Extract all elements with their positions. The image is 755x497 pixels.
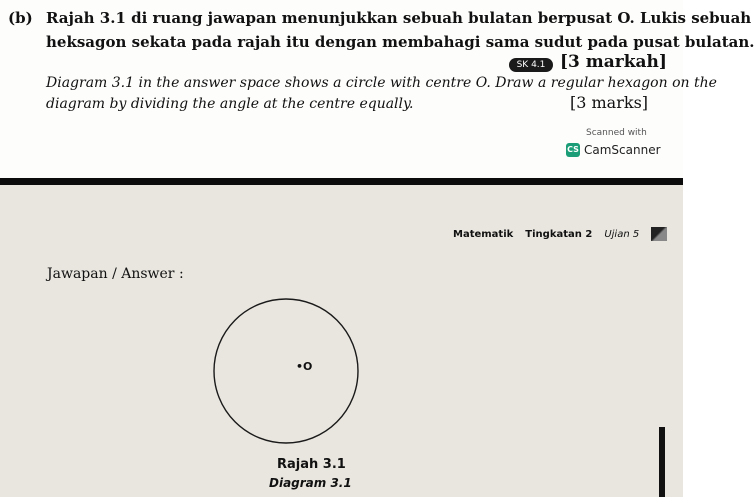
skill-badge: SK 4.1 xyxy=(509,58,553,72)
question-malay-line-1: Rajah 3.1 di ruang jawapan menunjukkan sebuah bulatan berpusat O. Lukis sebuah xyxy=(46,9,752,27)
answer-label: Jawapan / Answer : xyxy=(47,266,184,282)
question-malay-line-2: heksagon sekata pada rajah itu dengan membahagi sama sudut pada pusat bulatan. xyxy=(46,33,755,51)
header-test: Ujian 5 xyxy=(604,228,640,240)
figure-label-english: Diagram 3.1 xyxy=(269,476,352,490)
header-subject: Matematik xyxy=(453,228,514,240)
header-corner-icon xyxy=(651,227,667,241)
circle-centre-label: •O xyxy=(296,360,313,373)
camscanner-brand: CamScanner xyxy=(584,143,661,157)
question-label: (b) xyxy=(8,9,33,27)
sheet-header xyxy=(453,227,667,241)
figure-label-malay: Rajah 3.1 xyxy=(277,457,346,472)
header-form: Tingkatan 2 xyxy=(525,228,593,240)
question-english-line-1: Diagram 3.1 in the answer space shows a circle with centre O. Draw a regular hexagon on the xyxy=(46,75,717,91)
page-edge-bar xyxy=(659,427,665,497)
camscanner-logo-icon: CS xyxy=(566,143,580,157)
question-english-line-2: diagram by dividing the angle at the centre equally. xyxy=(46,96,414,112)
circle-outline xyxy=(214,299,358,443)
page-divider xyxy=(0,178,683,185)
marks-malay: [3 markah] xyxy=(560,52,667,72)
question-panel xyxy=(0,0,755,178)
marks-english: [3 marks] xyxy=(570,93,649,112)
camscanner-watermark xyxy=(566,143,661,157)
circle-diagram xyxy=(211,296,361,446)
scanned-with-text: Scanned with xyxy=(586,128,647,138)
